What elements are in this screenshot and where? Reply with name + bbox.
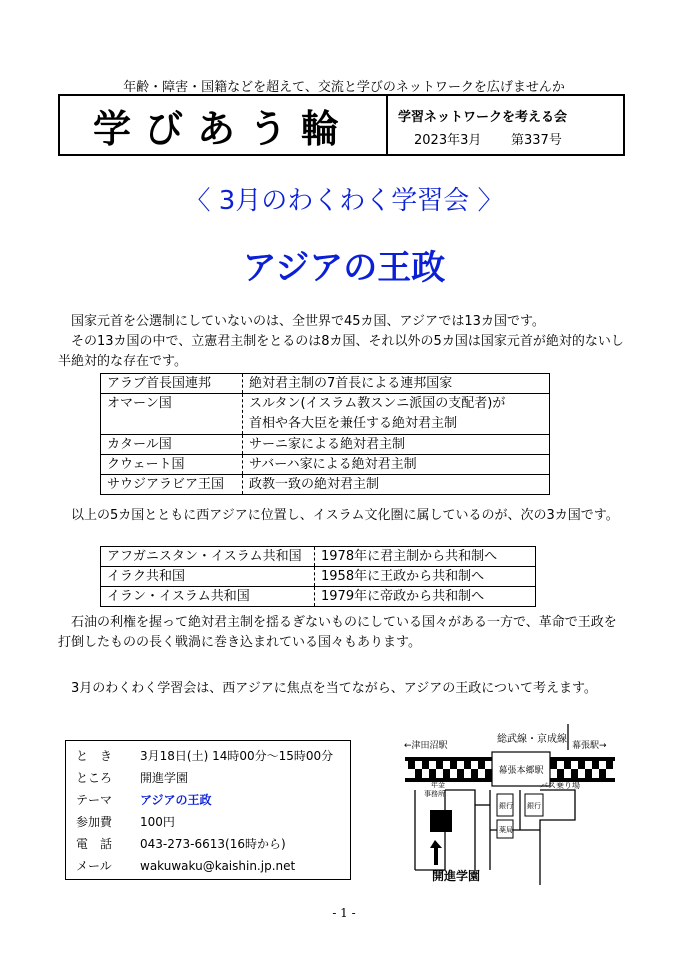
country-cell: イラク共和国 [101,567,315,587]
info-value: wakuwaku@kaishin.jp.net [140,859,296,873]
info-value: 3月18日(土) 14時00分～15時00分 [140,749,334,763]
table-row [101,567,536,587]
pension-office-label-1: 年金 [431,781,445,789]
table-row [101,547,536,567]
paragraph-2: その13カ国の中で、立憲君主制をとるのは8カ国、それ以外の5カ国は国家元首が絶対的ないし半絶対的な存在です。 [58,334,624,369]
bank-label-2: 銀行 [527,802,541,810]
info-value: 開進学園 [140,771,189,785]
country-cell: カタール国 [101,435,243,455]
info-label: 電 話 [76,837,113,851]
description-cell: 政教一致の絶対君主制 [243,475,550,495]
info-row-theme [76,789,350,811]
info-row-phone [76,833,350,855]
description-cell: 1958年に王政から共和制へ [315,567,536,587]
school-building [430,810,452,832]
country-cell: クウェート国 [101,455,243,475]
pension-office-label-2: 事務所 [424,790,445,798]
newsletter-logo: 学びあう輪 [60,96,388,154]
table-row [101,475,550,495]
issue-date: 2023年3月 [414,133,482,148]
info-value: 100円 [140,815,175,829]
info-row-date [76,745,350,767]
event-info-box [65,740,351,880]
country-cell: アラブ首長国連邦 [101,374,243,394]
table-row [101,374,550,394]
table-row [101,455,550,475]
info-value: 043-273-6613(16時から) [140,837,286,851]
access-map [400,720,630,890]
masthead [58,94,625,156]
west-station-label: ←津田沼駅 [404,741,448,751]
description-cell: 1978年に君主制から共和制へ [315,547,536,567]
info-label: 参加費 [76,815,113,829]
east-station-label: 幕張駅→ [572,741,607,751]
republic-table [100,546,536,607]
organization-name: 学習ネットワークを考える会 [398,110,568,125]
main-title: アジアの王政 [242,248,446,288]
info-label: と き [76,749,113,763]
info-label: メール [76,859,112,873]
table-row [101,394,550,435]
paragraph-1: 国家元首を公選制にしていないのは、全世界で45カ国、アジアでは13カ国です。 [71,314,545,329]
info-row-email [76,855,350,877]
school-label: 開進学園 [432,869,481,883]
line-name-label: 総武線・京成線 [497,734,567,745]
info-label: テーマ [76,793,113,807]
bank-label-1: 銀行 [499,802,513,810]
tagline: 年齢・障害・国籍などを超えて、交流と学びのネットワークを広げませんか [123,80,565,95]
description-line: スルタン(イスラム教スンニ派国の支配者)が [249,396,506,411]
table-row [101,587,536,607]
description-cell: サーニ家による絶対君主制 [243,435,550,455]
description-cell [243,394,550,435]
info-row-place [76,767,350,789]
bus-stop-label: バス乗り場 [540,781,580,790]
description-cell: 絶対君主制の7首長による連邦国家 [243,374,550,394]
info-label: ところ [76,771,113,785]
country-cell: オマーン国 [101,394,243,435]
station-label: 幕張本郷駅 [498,766,544,776]
event-title: 〈 3月のわくわく学習会 〉 [184,186,504,216]
absolute-monarchy-table [100,373,550,495]
info-value: アジアの王政 [140,793,212,807]
table-row [101,435,550,455]
description-cell: 1979年に帝政から共和制へ [315,587,536,607]
paragraph-3: 以上の5カ国とともに西アジアに位置し、イスラム文化圏に属しているのが、次の3カ国です。 [71,508,619,523]
country-cell: アフガニスタン・イスラム共和国 [101,547,315,567]
description-cell: サバーハ家による絶対君主制 [243,455,550,475]
paragraph-4: 石油の利権を握って絶対君主制を揺るぎないものにしている国々がある一方で、革命で王政を打倒したものの長く戦渦に巻き込まれている国々もあります。 [58,615,617,650]
info-row-fee [76,811,350,833]
issue-number: 第337号 [511,133,562,148]
paragraph-5: 3月のわくわく学習会は、西アジアに焦点を当てながら、アジアの王政について考えます。 [71,681,597,696]
description-line: 首相や各大臣を兼任する絶対君主制 [249,416,458,431]
country-cell: イラン・イスラム共和国 [101,587,315,607]
pharmacy-label: 薬局 [499,826,513,834]
page-number: - 1 - [332,906,356,920]
country-cell: サウジアラビア王国 [101,475,243,495]
up-arrow-icon [430,840,442,865]
